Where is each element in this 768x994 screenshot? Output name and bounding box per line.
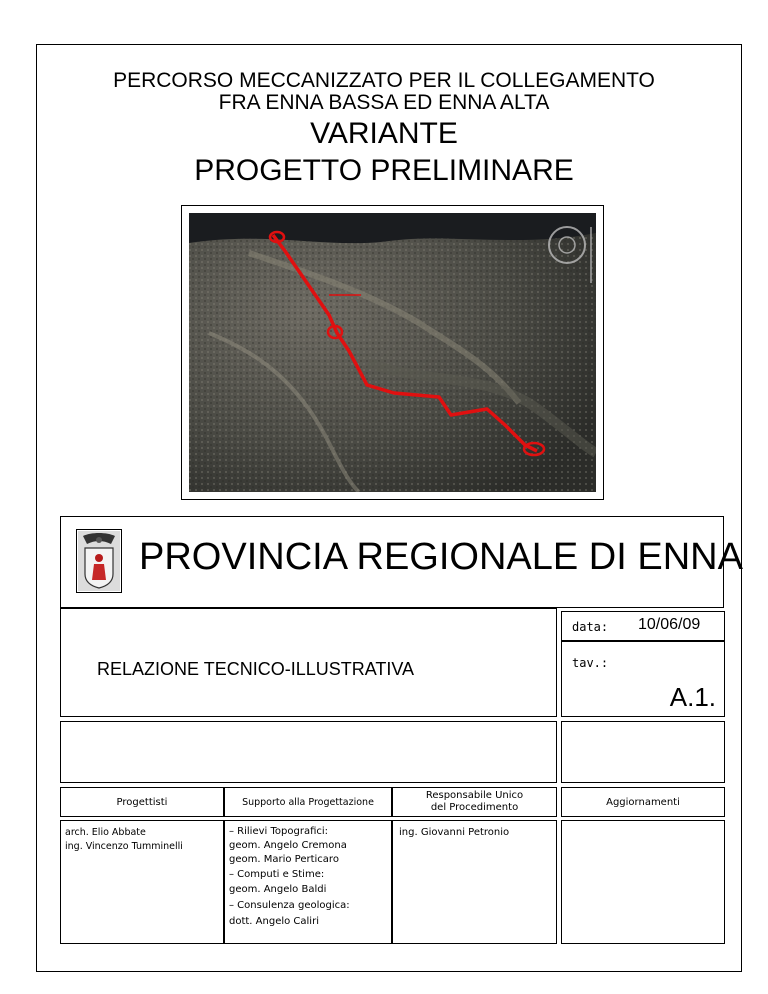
date-label: data: [572,620,609,634]
supporto-line: geom. Angelo Baldi [229,884,327,895]
header-aggiornamenti: Aggiornamenti [561,787,725,817]
tav-label: tav.: [572,656,609,670]
title-variante: VARIANTE [310,117,458,150]
province-crest-icon [76,529,122,593]
empty-row-right [561,721,725,783]
supporto-line: geom. Angelo Cremona [229,840,347,851]
subject-box [60,608,557,717]
date-value: 10/06/09 [638,616,701,633]
supporto-line: geom. Mario Perticaro [229,854,339,865]
header-responsabile: Responsabile Unico del Procedimento [392,787,557,817]
supporto-box [224,820,392,944]
supporto-line: – Computi e Stime: [229,869,325,880]
title-progetto: PROGETTO PRELIMINARE [194,154,574,187]
authority-name: PROVINCIA REGIONALE DI ENNA [139,536,743,578]
tav-box [561,641,725,717]
header-supporto: Supporto alla Progettazione [224,787,392,817]
supporto-line: – Consulenza geologica: [229,900,350,911]
responsabile-name: ing. Giovanni Petronio [399,827,510,838]
aerial-photo [181,205,604,500]
progettisti-box [60,820,224,944]
tav-value: A.1. [669,682,716,712]
progettista-1: arch. Elio Abbate [65,827,146,838]
authority-box [60,516,743,608]
aggiornamenti-box [561,820,725,944]
title-line-2: FRA ENNA BASSA ED ENNA ALTA [218,91,550,114]
header-progettisti: Progettisti [60,787,224,817]
responsabile-box [392,820,557,944]
progettista-2: ing. Vincenzo Tumminelli [65,841,183,852]
supporto-line: – Rilievi Topografici: [229,826,329,837]
date-box [561,611,725,641]
title-line-1: PERCORSO MECCANIZZATO PER IL COLLEGAMENTO [113,69,655,92]
supporto-line: dott. Angelo Caliri [229,916,319,927]
empty-row-left [60,721,557,783]
document-subject: RELAZIONE TECNICO-ILLUSTRATIVA [97,659,415,679]
aerial-map-image [189,213,596,492]
